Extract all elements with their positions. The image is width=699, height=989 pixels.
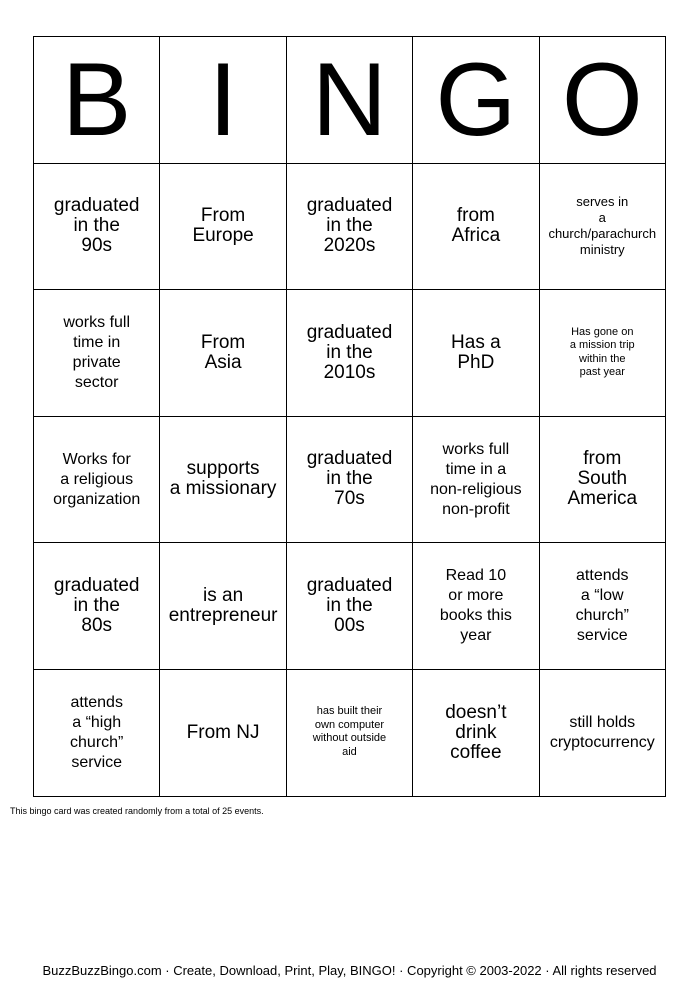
bingo-cell [160,416,286,543]
bingo-cell [160,290,286,417]
bingo-cell [160,669,286,796]
bingo-row-4 [34,543,666,670]
card-note: This bingo card was created randomly from a total of 25 events. [10,806,264,816]
header-cell-o [539,37,665,164]
cell-text: from South America [567,448,638,510]
header-cell-n [286,37,412,164]
cell-text: Read 10 or more books this year [439,567,512,645]
bingo-cell [34,416,160,543]
cell-text: graduated in the 2010s [306,321,393,383]
cell-text: works full time in private sector [63,313,131,391]
bingo-cell [286,290,412,417]
bingo-row-5 [34,669,666,796]
header-letter-o: O [561,41,643,158]
cell-text: Has a PhD [451,331,501,373]
bingo-cell [413,669,539,796]
bingo-cell [34,163,160,290]
cell-text: graduated in the 90s [53,195,140,257]
bingo-header-row [34,37,666,164]
cell-text: Works for a religious organization [53,450,141,508]
cell-text: Has gone on a mission trip within the past year [569,325,635,379]
bingo-cell [286,163,412,290]
cell-text: has built their own computer without outside aid [312,705,387,758]
cell-text: From Asia [200,331,246,373]
bingo-cell [413,290,539,417]
header-letter-n: N [311,41,388,158]
cell-text: works full time in a non-religious non-profit [430,440,522,518]
bingo-cell [160,163,286,290]
page-footer: BuzzBuzzBingo.com · Create, Download, Print, Play, BINGO! · Copyright © 2003-2022 · All rights reserved [42,963,657,978]
bingo-row-3 [34,416,666,543]
cell-text: graduated in the 2020s [306,195,393,257]
bingo-cell [34,669,160,796]
bingo-cell [413,416,539,543]
bingo-cell [413,543,539,670]
cell-text: From Europe [192,205,254,247]
bingo-cell [286,669,412,796]
bingo-cell [286,543,412,670]
bingo-cell [34,290,160,417]
header-cell-b [34,37,160,164]
header-letter-i: I [208,41,238,158]
bingo-row-2 [34,290,666,417]
cell-text: is an entrepreneur [168,585,278,627]
cell-text: graduated in the 80s [53,575,140,637]
bingo-row-1 [34,163,666,290]
header-letter-g: G [435,41,517,158]
bingo-cell [34,543,160,670]
header-cell-g [413,37,539,164]
cell-text: from Africa [451,205,501,247]
cell-text: doesn’t drink coffee [445,701,507,763]
cell-text: still holds cryptocurrency [549,713,655,751]
cell-text: attends a “low church” service [575,567,629,645]
bingo-cell [413,163,539,290]
cell-text: serves in a church/parachurch ministry [548,193,657,257]
header-letter-b: B [62,41,132,158]
cell-text: graduated in the 00s [306,575,393,637]
header-cell-i [160,37,286,164]
bingo-cell [539,543,665,670]
bingo-card [33,36,666,797]
cell-text: From NJ [186,721,260,743]
cell-text: attends a “high church” service [70,693,124,771]
bingo-cell [286,416,412,543]
bingo-cell [539,163,665,290]
bingo-cell [539,669,665,796]
bingo-cell [539,416,665,543]
bingo-cell [160,543,286,670]
bingo-cell [539,290,665,417]
cell-text: supports a missionary [169,458,277,500]
cell-text: graduated in the 70s [306,448,393,510]
